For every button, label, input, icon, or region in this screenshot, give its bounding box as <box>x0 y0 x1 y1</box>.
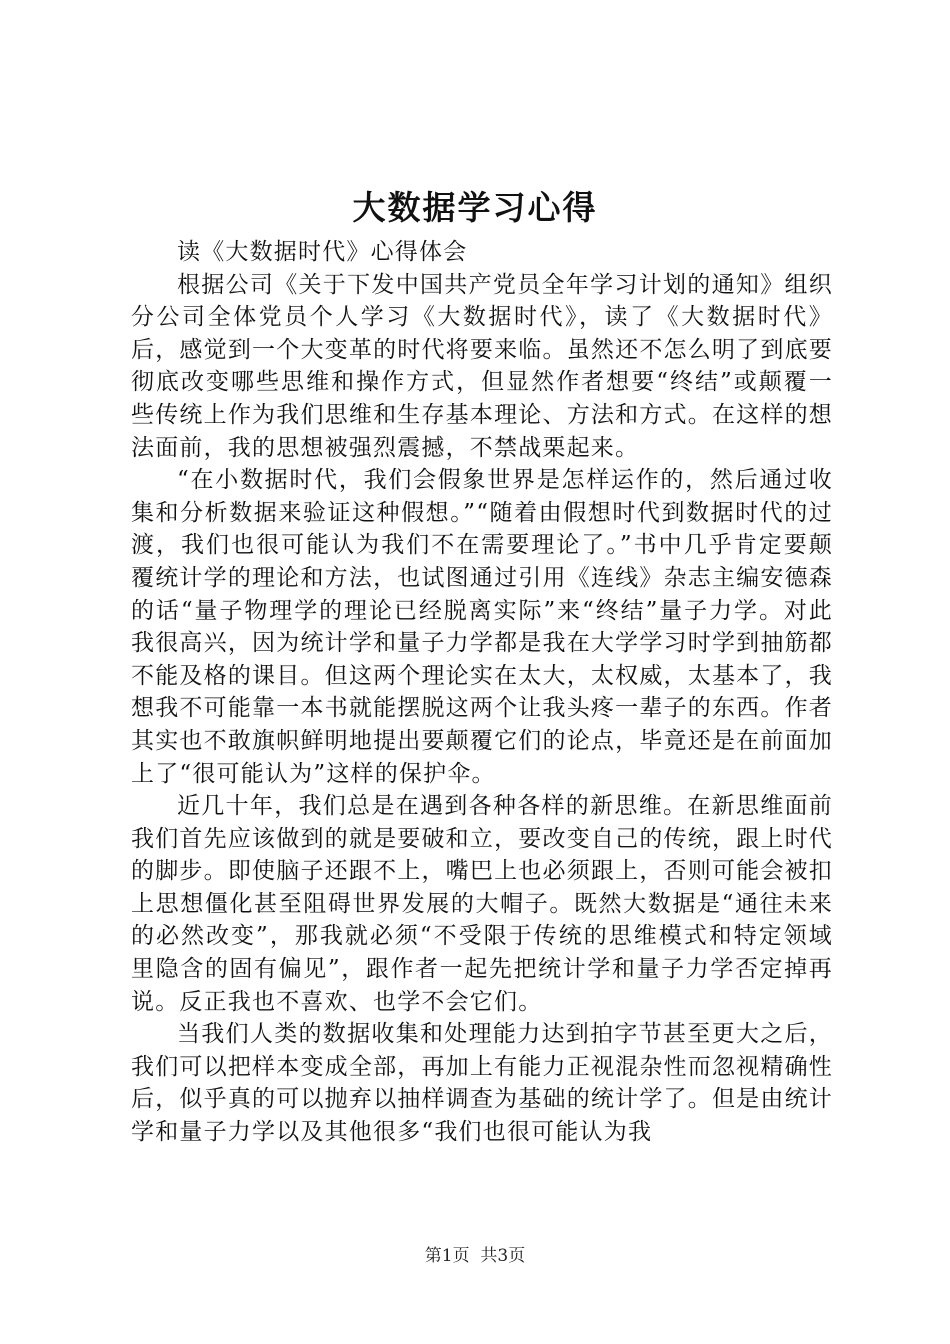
page-footer <box>0 1245 950 1267</box>
body-paragraph: “在小数据时代，我们会假象世界是怎样运作的，然后通过收集和分析数据来验证这种假想。”“随着由假想时代到数据时代的过渡，我们也很可能认为我们不在需要理论了。”书中几乎肯定要颠覆统计学的理论和方法，也试图通过引用《连线》杂志主编安德森的话“量子物理学的理论已经脱离实际”来“终结”量子力学。对此我很高兴，因为统计学和量子力学都是我在大学学习时学到抽筋都不能及格的课目。但这两个理论实在太大，太权威，太基本了，我想我不可能靠一本书就能摆脱这两个让我头疼一辈子的东西。作者其实也不敢旗帜鲜明地提出要颠覆它们的论点，毕竟还是在前面加上了“很可能认为”这样的保护伞。 <box>131 467 833 787</box>
page-number: 第1页 共3页 <box>424 1246 526 1266</box>
subtitle-paragraph: 读《大数据时代》心得体会 <box>177 239 468 265</box>
document-title: 大数据学习心得 <box>352 188 598 227</box>
body-paragraph: 近几十年，我们总是在遇到各种各样的新思维。在新思维面前我们首先应该做到的就是要破和立，要改变自己的传统，跟上时代的脚步。即使脑子还跟不上，嘴巴上也必须跟上，否则可能会被扣上思想僵化甚至阻碍世界发展的大帽子。既然大数据是“通往未来的必然改变”，那我就必须“不受限于传统的思维模式和特定领域里隐含的固有偏见”，跟作者一起先把统计学和量子力学否定掉再说。反正我也不喜欢、也学不会它们。 <box>131 793 833 1015</box>
body-paragraph: 当我们人类的数据收集和处理能力达到拍字节甚至更大之后，我们可以把样本变成全部，再加上有能力正视混杂性而忽视精确性后，似乎真的可以抛弃以抽样调查为基础的统计学了。但是由统计学和量子力学以及其他很多“我们也很可能认为我 <box>131 1021 833 1146</box>
document-body <box>131 236 833 1149</box>
body-paragraph: 根据公司《关于下发中国共产党员全年学习计划的通知》组织分公司全体党员个人学习《大数据时代》，读了《大数据时代》后，感觉到一个大变革的时代将要来临。虽然还不怎么明了到底要彻底改变哪些思维和操作方式，但显然作者想要“终结”或颠覆一些传统上作为我们思维和生存基本理论、方法和方式。在这样的想法面前，我的思想被强烈震撼，不禁战栗起来。 <box>131 271 833 461</box>
